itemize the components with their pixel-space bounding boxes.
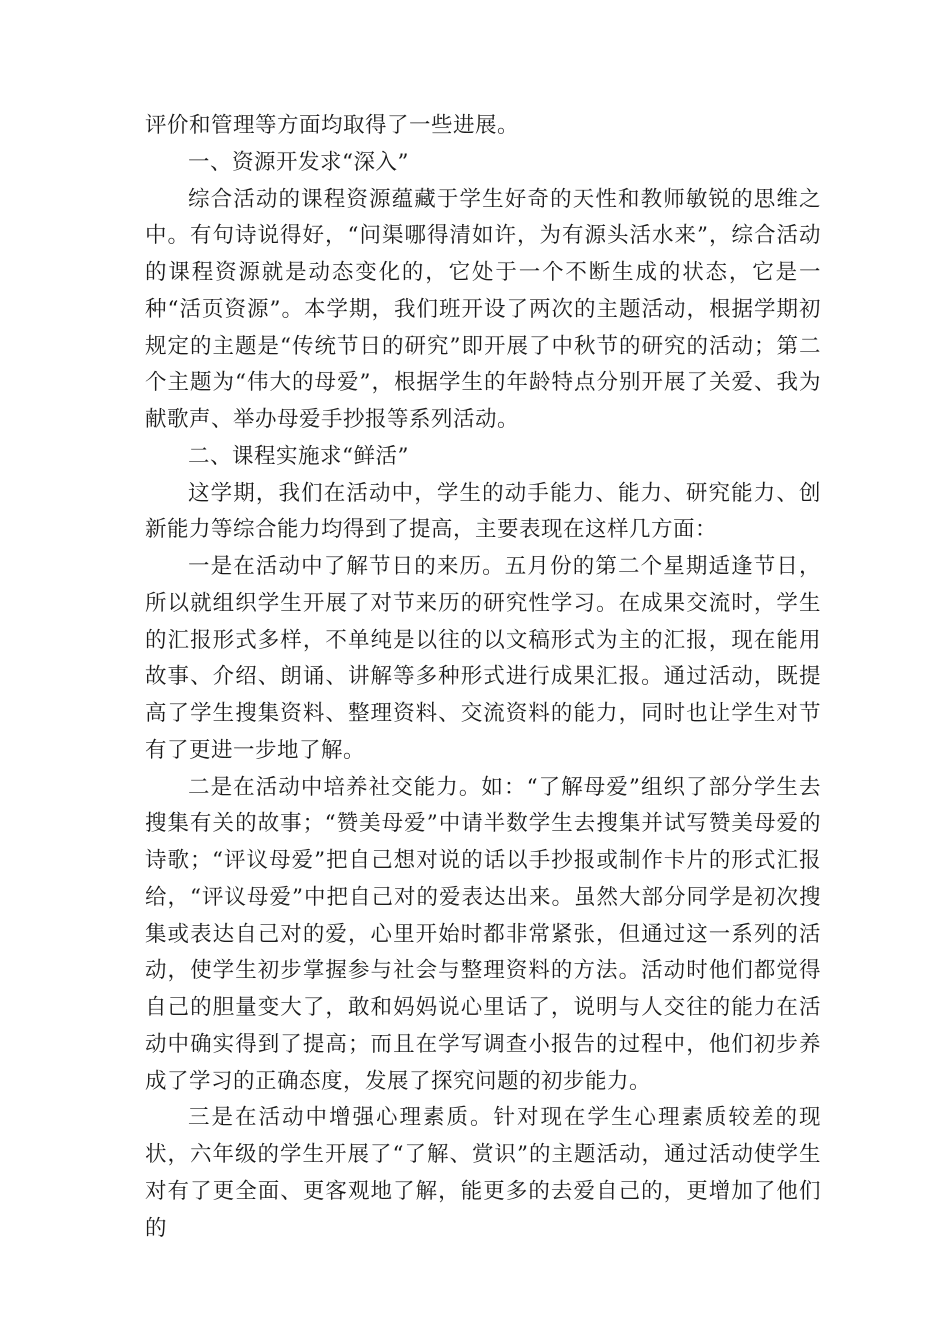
document-body	[145, 108, 821, 1247]
paragraph-implementation-intro: 这学期，我们在活动中，学生的动手能力、能力、研究能力、创新能力等综合能力均得到了提高，主要表现在这样几方面：	[145, 480, 821, 543]
paragraph-point-three: 三是在活动中增强心理素质。针对现在学生心理素质较差的现状，六年级的学生开展了“了解、赏识”的主题活动，通过活动使学生对有了更全面、更客观地了解，能更多的去爱自己的，更增加了他们的	[145, 1105, 821, 1241]
paragraph-point-one: 一是在活动中了解节日的来历。五月份的第二个星期适逢节日，所以就组织学生开展了对节来历的研究性学习。在成果交流时，学生的汇报形式多样，不单纯是以往的以文稿形式为主的汇报，现在能用故事、介绍、朗诵、讲解等多种形式进行成果汇报。通过活动，既提高了学生搜集资料、整理资料、交流资料的能力，同时也让学生对节有了更进一步地了解。	[145, 554, 821, 763]
paragraph-point-two: 二是在活动中培养社交能力。如：“了解母爱”组织了部分学生去搜集有关的故事；“赞美母爱”中请半数学生去搜集并试写赞美母爱的诗歌；“评议母爱”把自己想对说的话以手抄报或制作卡片的形式汇报给，“评议母爱”中把自己对的爱表达出来。虽然大部分同学是初次搜集或表达自己对的爱，心里开始时都非常紧张，但通过这一系列的活动，使学生初步掌握参与社会与整理资料的方法。活动时他们都觉得自己的胆量变大了，敢和妈妈说心里话了，说明与人交往的能力在活动中确实得到了提高；而且在学写调查小报告的过程中，他们初步养成了学习的正确态度，发展了探究问题的初步能力。	[145, 774, 821, 1094]
section-heading-course-implementation: 二、课程实施求“鲜活”	[188, 443, 409, 469]
paragraph-resource-description: 综合活动的课程资源蕴藏于学生好奇的天性和教师敏锐的思维之中。有句诗说得好，“问渠哪得清如许，为有源头活水来”，综合活动的课程资源就是动态变化的，它处于一个不断生成的状态，它是一种“活页资源”。本学期，我们班开设了两次的主题活动，根据学期初规定的主题是“传统节日的研究”即开展了中秋节的研究的活动；第二个主题为“伟大的母爱”，根据学生的年龄特点分别开展了关爱、我为献歌声、举办母爱手抄报等系列活动。	[145, 186, 821, 432]
section-heading-resource-development: 一、资源开发求“深入”	[188, 149, 409, 175]
paragraph-continuation: 评价和管理等方面均取得了一些进展。	[145, 113, 520, 138]
